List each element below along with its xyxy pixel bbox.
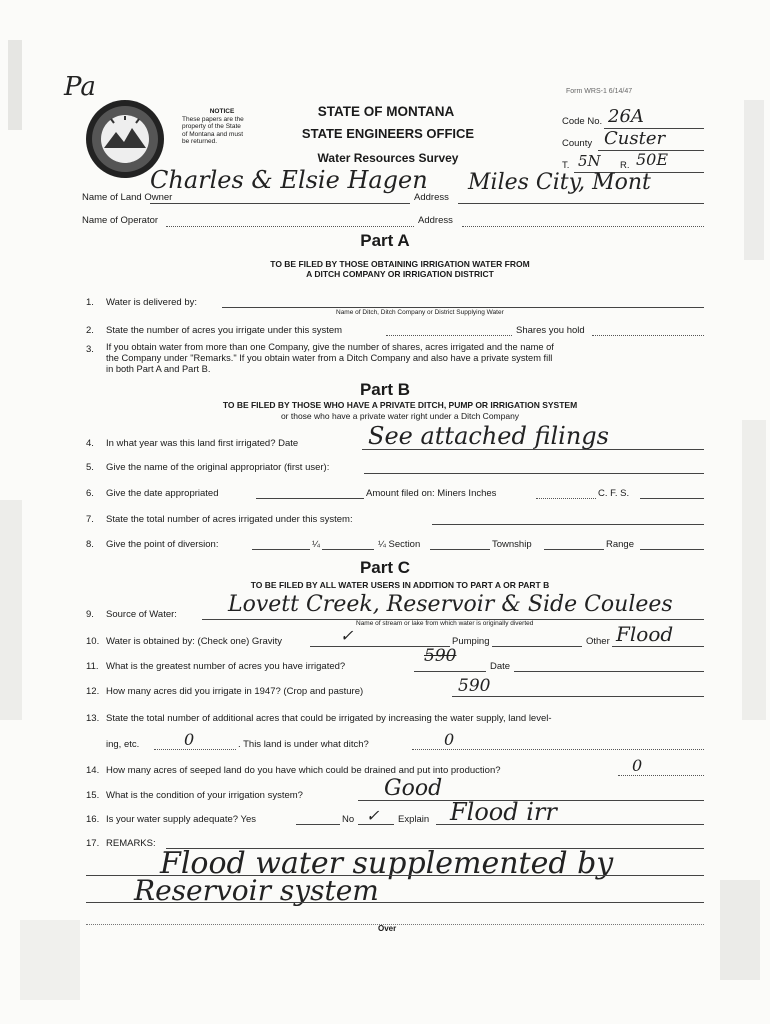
q16-label: Is your water supply adequate? Yes: [106, 814, 256, 825]
q13-line-2b: . This land is under what ditch?: [238, 739, 369, 750]
q7-number: 7.: [86, 514, 94, 525]
over-label: Over: [378, 924, 397, 933]
q2-shares-label: Shares you hold: [516, 325, 585, 336]
q6-number: 6.: [86, 488, 94, 499]
q13-answer-1: 0: [184, 730, 195, 749]
q2-label: State the number of acres you irrigate under this system: [106, 325, 343, 336]
q3-line: If you obtain water from more than one Company, give the number of shares, acres irrigated and the name of: [106, 342, 554, 352]
form-number: Form WRS-1 6/14/47: [566, 88, 633, 95]
owner-address-label: Address: [414, 192, 449, 203]
state-title: STATE OF MONTANA: [317, 104, 455, 119]
q12-number: 12.: [86, 686, 100, 697]
q10-number: 10.: [86, 636, 100, 647]
q3-text: [106, 342, 706, 375]
q9-answer: Lovett Creek, Reservoir & Side Coulees: [228, 592, 673, 617]
notice-line: be returned.: [182, 138, 218, 145]
survey-title: Water Resources Survey: [317, 151, 459, 165]
q5-number: 5.: [86, 462, 94, 473]
q9-caption: Name of stream or lake from which water is originally diverted: [356, 620, 534, 627]
q8-quarter: ¼: [312, 539, 320, 550]
q13-line-2a: ing, etc.: [106, 739, 140, 750]
q10-other-label: Other: [586, 636, 610, 647]
q15-number: 15.: [86, 790, 100, 801]
county-value: Custer: [604, 128, 666, 149]
notice-block: [182, 108, 262, 146]
operator-label: Name of Operator: [82, 215, 159, 226]
code-value: 26A: [608, 106, 644, 127]
part-c-title: Part C: [359, 558, 411, 577]
q13-answer-2: 0: [444, 730, 455, 749]
township-value: 5N: [578, 152, 601, 170]
q12-answer: 590: [458, 676, 491, 696]
notice-line: These papers are the: [182, 115, 244, 123]
q1-number: 1.: [86, 297, 94, 308]
q11-date-label: Date: [490, 661, 511, 672]
township-label: T.: [562, 160, 570, 171]
code-label: Code No.: [562, 116, 603, 127]
q3-number: 3.: [86, 344, 94, 355]
q8-section: ¼ Section: [378, 539, 421, 550]
q3-line: in both Part A and Part B.: [106, 364, 211, 374]
notice-title: NOTICE: [209, 108, 235, 115]
remarks-line-1: Flood water supplemented by: [160, 846, 614, 881]
part-a-subtitle-2: A DITCH COMPANY OR IRRIGATION DISTRICT: [306, 269, 494, 279]
q8-range: Range: [606, 539, 634, 550]
notice-line: property of the State: [182, 123, 241, 130]
q9-label: Source of Water:: [106, 609, 177, 620]
q12-label: How many acres did you irrigate in 1947? (Crop and pasture): [106, 686, 364, 697]
range-value: 50E: [636, 150, 669, 169]
q5-label: Give the name of the original appropriator (first user):: [106, 462, 330, 473]
q11-label: What is the greatest number of acres you have irrigated?: [106, 661, 346, 672]
q7-label: State the total number of acres irrigated under this system:: [106, 514, 353, 525]
remarks-label: REMARKS:: [106, 838, 156, 849]
q17-number: 17.: [86, 838, 100, 849]
q1-label: Water is delivered by:: [106, 297, 197, 308]
handwritten-initials: Pa: [64, 72, 96, 102]
q11-number: 11.: [86, 661, 99, 672]
office-title: STATE ENGINEERS OFFICE: [301, 126, 475, 141]
q14-answer: 0: [632, 756, 643, 775]
q16-number: 16.: [86, 814, 100, 825]
q8-number: 8.: [86, 539, 94, 550]
part-b-title: Part B: [359, 380, 411, 399]
q15-label: What is the condition of your irrigation system?: [106, 790, 303, 801]
q3-line: the Company under "Remarks." If you obtain water from a Ditch Company and also have a private system fill: [106, 353, 553, 363]
q10-other-answer: Flood: [616, 622, 674, 646]
part-b-subtitle-1: TO BE FILED BY THOSE WHO HAVE A PRIVATE DITCH, PUMP OR IRRIGATION SYSTEM: [222, 400, 578, 410]
q13-line-1: State the total number of additional acres that could be irrigated by increasing the water supply, land level-: [106, 713, 552, 724]
q14-label: How many acres of seeped land do you have which could be drained and put into production?: [106, 765, 501, 776]
q10-gravity-check: ✓: [340, 626, 354, 645]
q2-number: 2.: [86, 325, 94, 336]
q1-caption: Name of Ditch, Ditch Company or District Supplying Water: [336, 309, 504, 316]
q8-label: Give the point of diversion:: [106, 539, 219, 550]
q4-label: In what year was this land first irrigated? Date: [106, 438, 299, 449]
owner-address-value: Miles City, Mont: [468, 170, 651, 195]
q11-answer: 590: [424, 646, 457, 666]
q4-answer: See attached filings: [368, 422, 609, 450]
q16-explain-label: Explain: [398, 814, 430, 825]
q14-number: 14.: [86, 765, 100, 776]
q16-no-check: ✓: [366, 806, 380, 825]
part-b-subtitle-2: or those who have a private water right under a Ditch Company: [280, 411, 520, 421]
owner-label: Name of Land Owner: [82, 192, 173, 203]
part-c-subtitle: TO BE FILED BY ALL WATER USERS IN ADDITION TO PART A OR PART B: [250, 580, 550, 590]
part-a-title: Part A: [360, 231, 410, 250]
q16-no-label: No: [342, 814, 355, 825]
q10-label: Water is obtained by: (Check one) Gravity: [106, 636, 282, 647]
part-a-subtitle-1: TO BE FILED BY THOSE OBTAINING IRRIGATION WATER FROM: [270, 259, 530, 269]
notice-line: of Montana and must: [182, 130, 244, 138]
operator-address-label: Address: [418, 215, 453, 226]
q9-number: 9.: [86, 609, 94, 620]
county-label: County: [562, 138, 593, 149]
q6-amount-label: Amount filed on: Miners Inches: [366, 488, 497, 499]
range-label: R.: [620, 160, 630, 171]
q10-pumping-label: Pumping: [452, 636, 490, 647]
q6-label: Give the date appropriated: [106, 488, 219, 499]
q15-answer: Good: [384, 776, 443, 801]
q6-cfs-label: C. F. S.: [598, 488, 630, 499]
remarks-line-2: Reservoir system: [134, 874, 379, 907]
owner-value: Charles & Elsie Hagen: [150, 166, 428, 194]
q16-answer: Flood irr: [450, 798, 557, 826]
q13-number: 13.: [86, 713, 100, 724]
q4-number: 4.: [86, 438, 94, 449]
q8-township: Township: [492, 539, 532, 550]
